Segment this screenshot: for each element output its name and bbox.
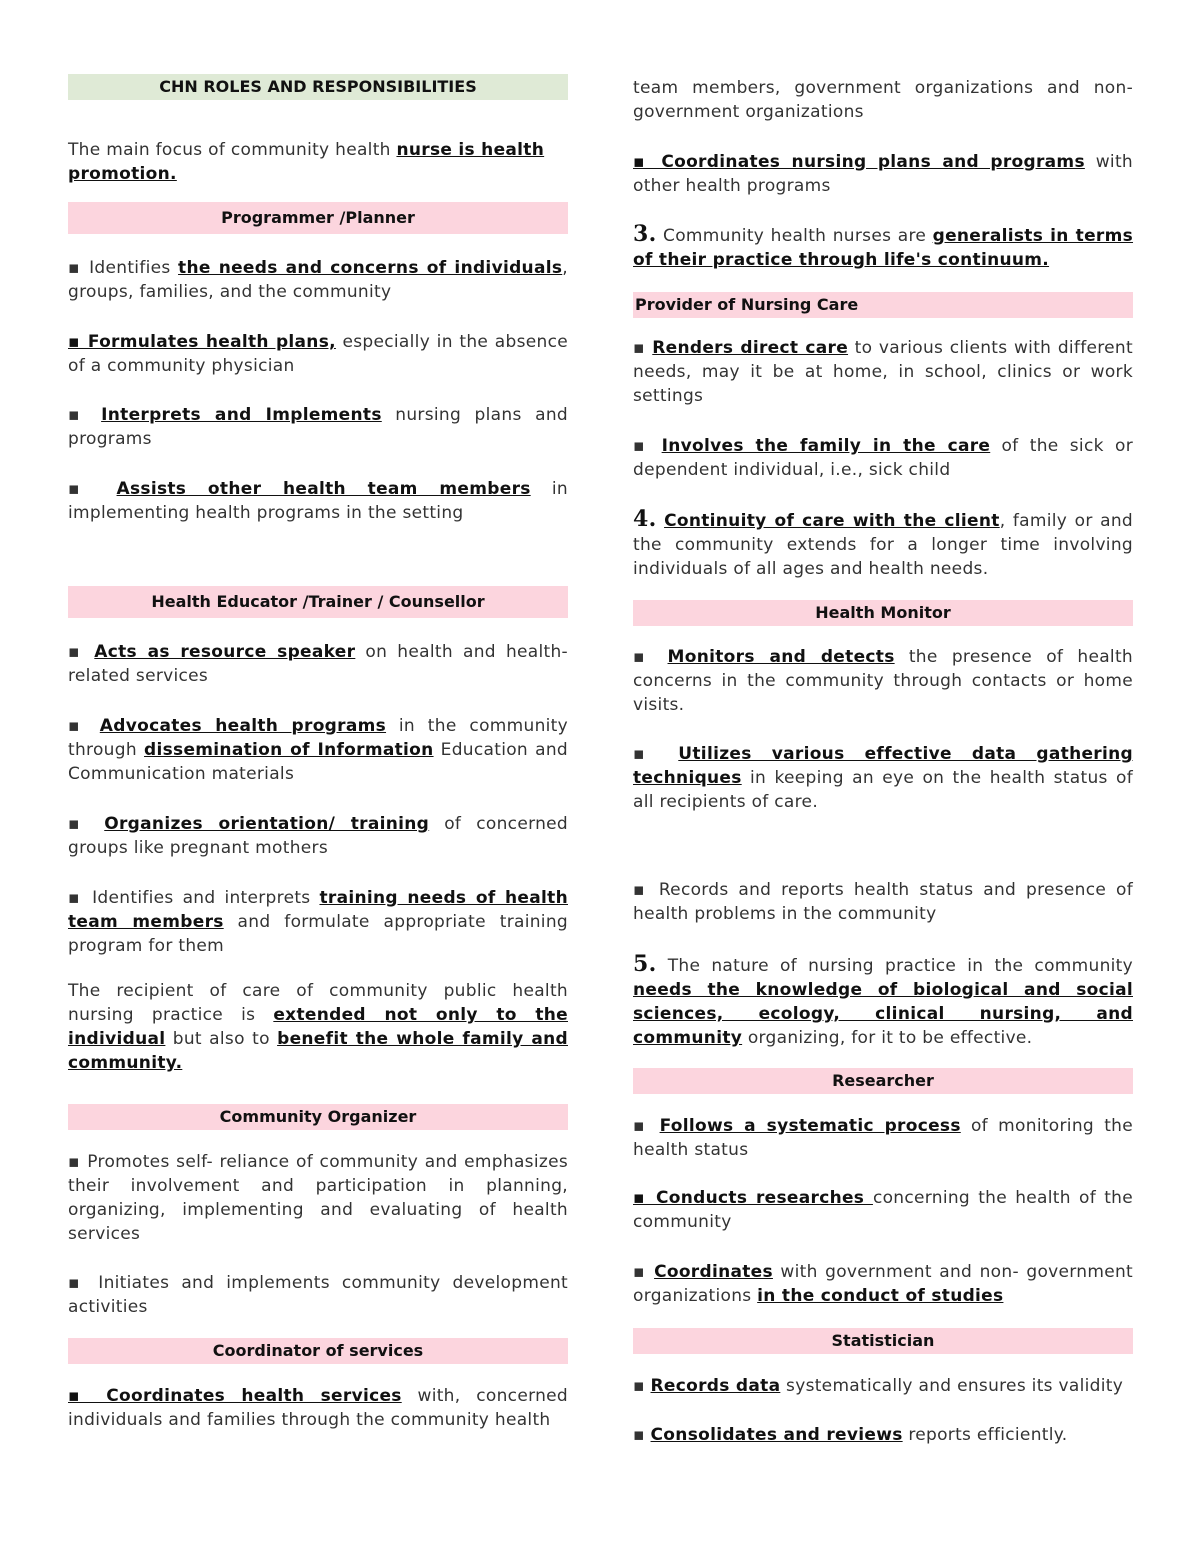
section-heading-educator: Health Educator /Trainer / Counsellor	[68, 586, 568, 618]
list-item: ▪ Initiates and implements community development activities	[68, 1273, 568, 1317]
list-item	[68, 812, 568, 860]
bullet-emphasis: Advocates health programs	[99, 716, 387, 736]
list-item	[633, 434, 1133, 482]
bullet-text: , groups, families, and the community	[68, 258, 568, 302]
bullet-text: ▪	[633, 436, 662, 456]
paragraph-text: but also to	[165, 1029, 278, 1049]
bullet-text: reports efficiently.	[902, 1425, 1068, 1445]
bullet-text: on health and health-related services	[68, 642, 568, 686]
list-item	[633, 742, 1133, 814]
bullet-emphasis: Acts as resource speaker	[94, 642, 356, 662]
list-item	[633, 645, 1133, 717]
bullet-text: with other health programs	[633, 152, 1133, 196]
bullet-text: ▪	[68, 814, 105, 834]
section-heading-provider: Provider of Nursing Care	[633, 292, 1133, 318]
intro-text: The main focus of community health	[68, 140, 397, 160]
numbered-point-3	[633, 222, 1133, 272]
section-heading-programmer: Programmer /Planner	[68, 202, 568, 234]
bullet-text: ▪	[68, 716, 100, 736]
intro-paragraph	[68, 138, 568, 186]
point-text: The nature of nursing practice in the community	[656, 956, 1133, 976]
bullet-text: ▪ Identifies	[68, 258, 179, 278]
bullet-text: ▪	[633, 338, 653, 358]
bullet-emphasis: in the conduct of studies	[757, 1286, 1004, 1306]
point-number: 3.	[633, 221, 657, 247]
bullet-emphasis: training needs of health team members	[68, 888, 568, 932]
bullet-text: to various clients with different needs, may it be at home, in school, clinics or work settings	[633, 338, 1133, 406]
list-item	[633, 1423, 1133, 1447]
bullet-emphasis: Involves the family in the care	[661, 436, 991, 456]
section-heading-organizer: Community Organizer	[68, 1104, 568, 1130]
list-item	[68, 403, 568, 451]
bullet-text: ▪	[633, 1116, 660, 1136]
recipient-paragraph	[68, 979, 568, 1075]
bullet-text: ▪	[633, 1425, 651, 1445]
bullet-emphasis: Follows a systematic process	[659, 1116, 961, 1136]
list-item	[68, 714, 568, 786]
point-emphasis: Continuity of care with the client	[664, 511, 1000, 531]
numbered-point-5	[633, 952, 1133, 1050]
list-item	[68, 477, 568, 525]
bullet-text: ▪	[68, 642, 95, 662]
list-item	[633, 1186, 1133, 1234]
bullet-text: especially in the absence of a community physician	[68, 332, 568, 376]
point-text: Community health nurses are	[656, 226, 933, 246]
bullet-emphasis: Records data	[650, 1376, 781, 1396]
bullet-text: ▪	[633, 744, 679, 764]
list-item	[68, 1384, 568, 1432]
bullet-text: in keeping an eye on the health status of all recipients of care.	[633, 768, 1133, 812]
bullet-emphasis: Utilizes various effective data gathering techniques	[633, 744, 1133, 788]
bullet-emphasis: the needs and concerns of individuals	[178, 258, 563, 278]
point-number: 4.	[633, 506, 657, 532]
bullet-emphasis: Coordinates	[654, 1262, 773, 1282]
point-text: organizing, for it to be effective.	[742, 1028, 1033, 1048]
list-item	[68, 886, 568, 958]
bullet-text: with government and non- government organizations	[633, 1262, 1133, 1306]
section-heading-monitor: Health Monitor	[633, 600, 1133, 626]
point-number: 5.	[633, 951, 657, 977]
list-item	[633, 150, 1133, 198]
intro-emphasis: nurse is health promotion.	[68, 140, 545, 184]
bullet-text: of the sick or dependent individual, i.e., sick child	[633, 436, 1133, 480]
bullet-emphasis: ▪ Conducts researches	[633, 1188, 873, 1208]
bullet-text: the presence of health concerns in the community through contacts or home visits.	[633, 647, 1133, 715]
bullet-text: Education and Communication materials	[68, 740, 568, 784]
point-emphasis: needs the knowledge of biological and social sciences, ecology, clinical nursing, and community	[633, 980, 1133, 1048]
bullet-emphasis: Renders direct care	[652, 338, 849, 358]
bullet-emphasis: Interprets and Implements	[101, 405, 382, 425]
numbered-point-4	[633, 507, 1133, 581]
list-item	[68, 640, 568, 688]
bullet-emphasis: ▪ Coordinates health services	[68, 1386, 402, 1406]
bullet-text: ▪ Identifies and interprets	[68, 888, 320, 908]
list-item-continued: team members, government organizations and non-government organizations	[633, 78, 1133, 122]
list-item	[633, 1114, 1133, 1162]
paragraph-text: The recipient of care of community public health nursing practice is	[68, 981, 568, 1025]
bullet-emphasis: ▪ Coordinates nursing plans and programs	[633, 152, 1085, 172]
point-text: , family or and the community extends for a longer time involving individuals of all ages and health needs.	[633, 511, 1133, 579]
list-item: ▪ Records and reports health status and presence of health problems in the community	[633, 880, 1133, 924]
bullet-emphasis: Organizes orientation/ training	[104, 814, 430, 834]
bullet-emphasis: ▪ Formulates health plans,	[68, 332, 336, 352]
list-item	[633, 1260, 1133, 1308]
bullet-text: ▪	[633, 1262, 655, 1282]
bullet-text: concerning the health of the community	[633, 1188, 1133, 1232]
paragraph-emphasis: benefit the whole family and community.	[68, 1029, 568, 1073]
bullet-text: in the community through	[68, 716, 569, 760]
bullet-text: of concerned groups like pregnant mothers	[68, 814, 568, 858]
bullet-text: ▪	[68, 405, 102, 425]
bullet-emphasis: Consolidates and reviews	[650, 1425, 903, 1445]
bullet-text: of monitoring the health status	[633, 1116, 1134, 1160]
bullet-emphasis: dissemination of Information	[144, 740, 434, 760]
bullet-text: with, concerned individuals and families through the community health	[68, 1386, 568, 1430]
bullet-text: nursing plans and programs	[68, 405, 568, 449]
list-item	[68, 330, 568, 378]
bullet-text: ▪	[633, 1376, 651, 1396]
point-emphasis: generalists in terms of their practice through life's continuum.	[633, 226, 1134, 270]
section-heading-researcher: Researcher	[633, 1068, 1133, 1094]
page-title: CHN ROLES AND RESPONSIBILITIES	[68, 74, 568, 100]
list-item	[633, 336, 1133, 408]
bullet-emphasis: Assists other health team members	[116, 479, 531, 499]
bullet-emphasis: Monitors and detects	[667, 647, 895, 667]
list-item: ▪ Promotes self- reliance of community and emphasizes their involvement and participation in planning, organizing, implementing and evaluating of health services	[68, 1152, 568, 1244]
bullet-text: ▪	[633, 647, 668, 667]
section-heading-statistician: Statistician	[633, 1328, 1133, 1354]
list-item	[68, 256, 568, 304]
section-heading-coordinator: Coordinator of services	[68, 1338, 568, 1364]
bullet-text: and formulate appropriate training program for them	[68, 912, 568, 956]
paragraph-emphasis: extended not only to the individual	[68, 1005, 568, 1049]
bullet-text: systematically and ensures its validity	[780, 1376, 1124, 1396]
list-item	[633, 1374, 1133, 1398]
bullet-text: ▪	[68, 479, 117, 499]
bullet-text: in implementing health programs in the setting	[68, 479, 568, 523]
